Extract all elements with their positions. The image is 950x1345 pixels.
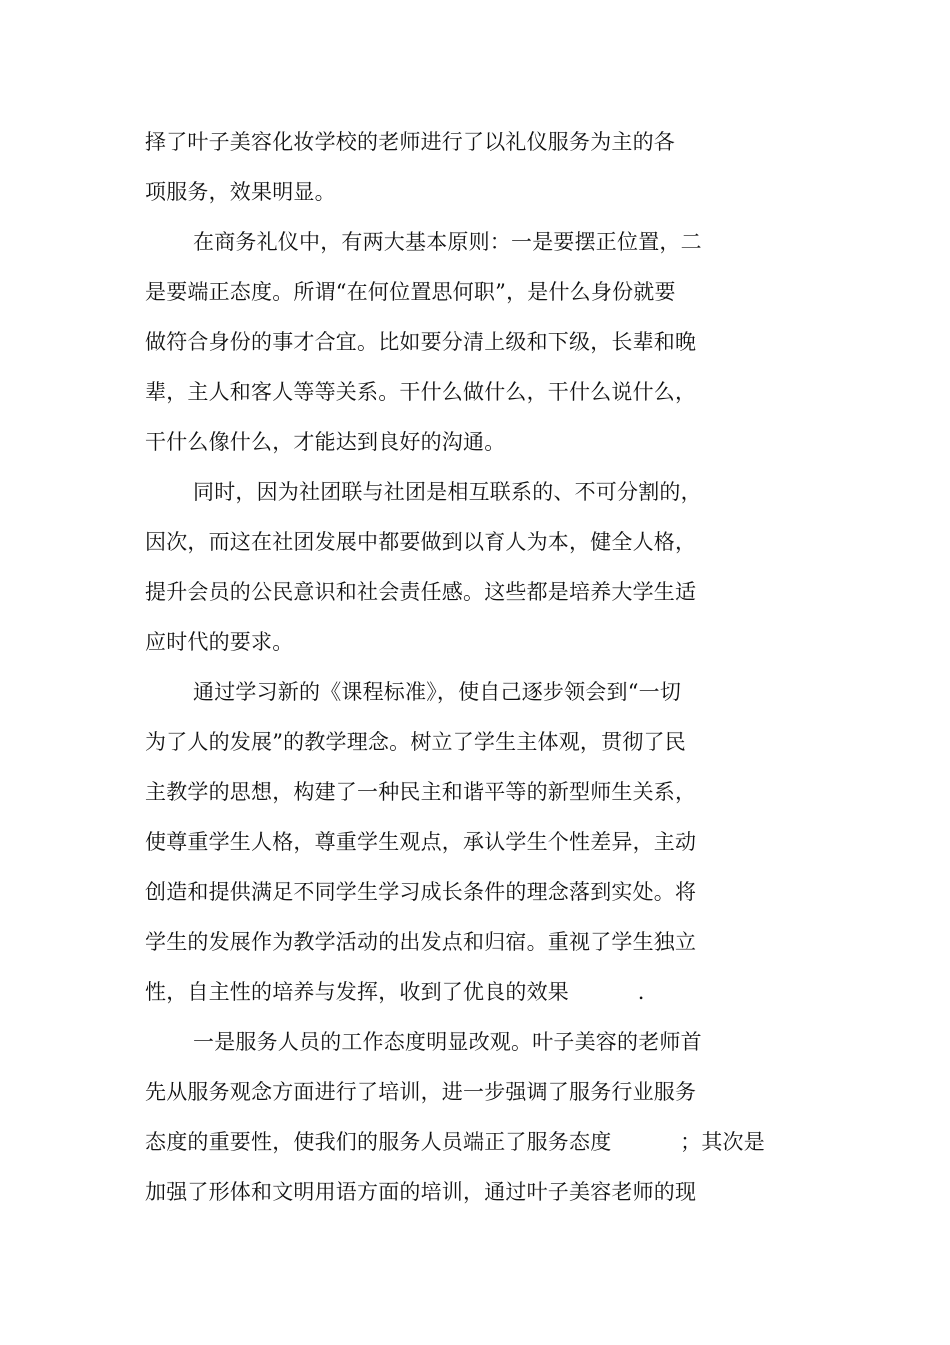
paragraph-first-line: 同时，因为社团联与社团是相互联系的、不可分割的， <box>193 480 702 504</box>
text-line: 先从服务观念方面进行了培训，进一步强调了服务行业服务 <box>145 1080 697 1104</box>
text-line: 是要端正态度。所谓“在何位置思何职”，是什么身份就要 <box>145 280 676 304</box>
paragraph-first-line: 在商务礼仪中，有两大基本原则：一是要摆正位置，二 <box>193 230 702 254</box>
text-line: 项服务，效果明显。 <box>145 180 336 204</box>
text-line: 主教学的思想，构建了一种民主和谐平等的新型师生关系， <box>145 780 697 804</box>
text-line: 为了人的发展”的教学理念。树立了学生主体观，贯彻了民 <box>145 730 686 754</box>
text-line: 提升会员的公民意识和社会责任感。这些都是培养大学生适 <box>145 580 697 604</box>
text-line: 辈，主人和客人等等关系。干什么做什么，干什么说什么， <box>145 380 697 404</box>
text-line: 使尊重学生人格，尊重学生观点，承认学生个性差异，主动 <box>145 830 697 854</box>
text-line: 择了叶子美容化妆学校的老师进行了以礼仪服务为主的各 <box>145 130 675 154</box>
text-line: 做符合身份的事才合宜。比如要分清上级和下级，长辈和晚 <box>145 330 697 354</box>
paragraph-first-line: 一是服务人员的工作态度明显改观。叶子美容的老师首 <box>193 1030 702 1054</box>
text-line: 干什么像什么，才能达到良好的沟通。 <box>145 430 506 454</box>
text-line: 性，自主性的培养与发挥，收到了优良的效果 . <box>145 980 645 1004</box>
text-line: 加强了形体和文明用语方面的培训，通过叶子美容老师的现 <box>145 1180 697 1204</box>
text-line: 创造和提供满足不同学生学习成长条件的理念落到实处。将 <box>145 880 697 904</box>
text-line: 因次，而这在社团发展中都要做到以育人为本，健全人格， <box>145 530 697 554</box>
text-line: 态度的重要性，使我们的服务人员端正了服务态度 ；其次是 <box>145 1130 765 1154</box>
paragraph-first-line: 通过学习新的《课程标准》，使自己逐步领会到“一切 <box>193 680 682 704</box>
text-line: 应时代的要求。 <box>145 630 294 654</box>
text-line: 学生的发展作为教学活动的出发点和归宿。重视了学生独立 <box>145 930 697 954</box>
